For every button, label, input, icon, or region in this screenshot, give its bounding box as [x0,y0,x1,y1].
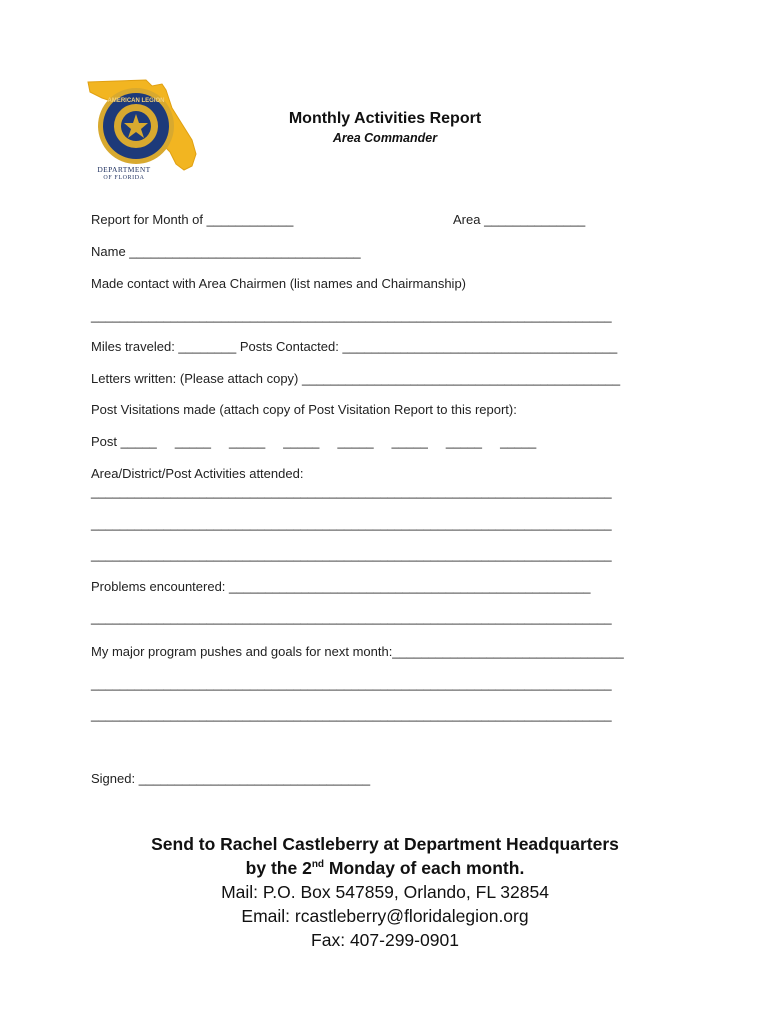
post-visitations-label: Post Visitations made (attach copy of Post Visitation Report to this report): [91,402,517,417]
deadline-monday: Monday of each month. [324,858,525,878]
send-to-line: Send to Rachel Castleberry at Department Headquarters [151,834,619,854]
report-month-field[interactable]: Report for Month of ____________ [91,212,294,227]
area-field[interactable]: Area ______________ [453,212,586,227]
letters-written-field[interactable]: Letters written: (Please attach copy) ____________________________________________ [91,371,621,386]
problems-blank-line[interactable]: ________________________________________________________________________ [91,610,612,625]
area-chairmen-blank-line[interactable]: ________________________________________________________________________ [91,308,612,323]
goals-blank-line-2[interactable]: ________________________________________________________________________ [91,707,612,722]
page-title: Monthly Activities Report [288,110,482,127]
deadline-ordinal: nd [311,859,325,870]
email-address[interactable]: Email: rcastleberry@floridalegion.org [241,906,529,926]
page-subtitle: Area Commander [332,131,438,145]
activities-blank-line-1[interactable]: ________________________________________________________________________ [91,484,612,499]
department-line-2: OF FLORIDA [103,175,145,181]
activities-blank-line-3[interactable]: ________________________________________________________________________ [91,547,612,562]
problems-encountered-field[interactable]: Problems encountered: __________________________________________________ [91,579,591,594]
deadline-line [85,858,685,879]
fax-number: Fax: 407-299-0901 [311,930,459,950]
name-field[interactable]: Name ________________________________ [91,244,361,259]
activities-attended-label: Area/District/Post Activities attended: [91,466,304,481]
goals-next-month-field[interactable]: My major program pushes and goals for next month:________________________________ [91,644,624,659]
mail-address: Mail: P.O. Box 547859, Orlando, FL 32854 [221,882,549,902]
miles-posts-field[interactable]: Miles traveled: ________ Posts Contacted: ______________________________________ [91,339,618,354]
department-line-1: DEPARTMENT [97,165,151,174]
american-legion-florida-logo [86,78,198,186]
department-of-florida-label [94,166,154,182]
seal-ring-text: AMERICAN LEGION [107,98,165,104]
post-numbers-row[interactable]: Post _____ _____ _____ _____ _____ _____ _____ _____ [91,434,537,449]
activities-blank-line-2[interactable]: ________________________________________________________________________ [91,516,612,531]
signature-field[interactable]: Signed: ________________________________ [91,771,371,786]
deadline-by-the: by the 2 [245,858,312,878]
goals-blank-line-1[interactable]: ________________________________________________________________________ [91,676,612,691]
area-chairmen-label: Made contact with Area Chairmen (list names and Chairmanship) [91,276,467,291]
